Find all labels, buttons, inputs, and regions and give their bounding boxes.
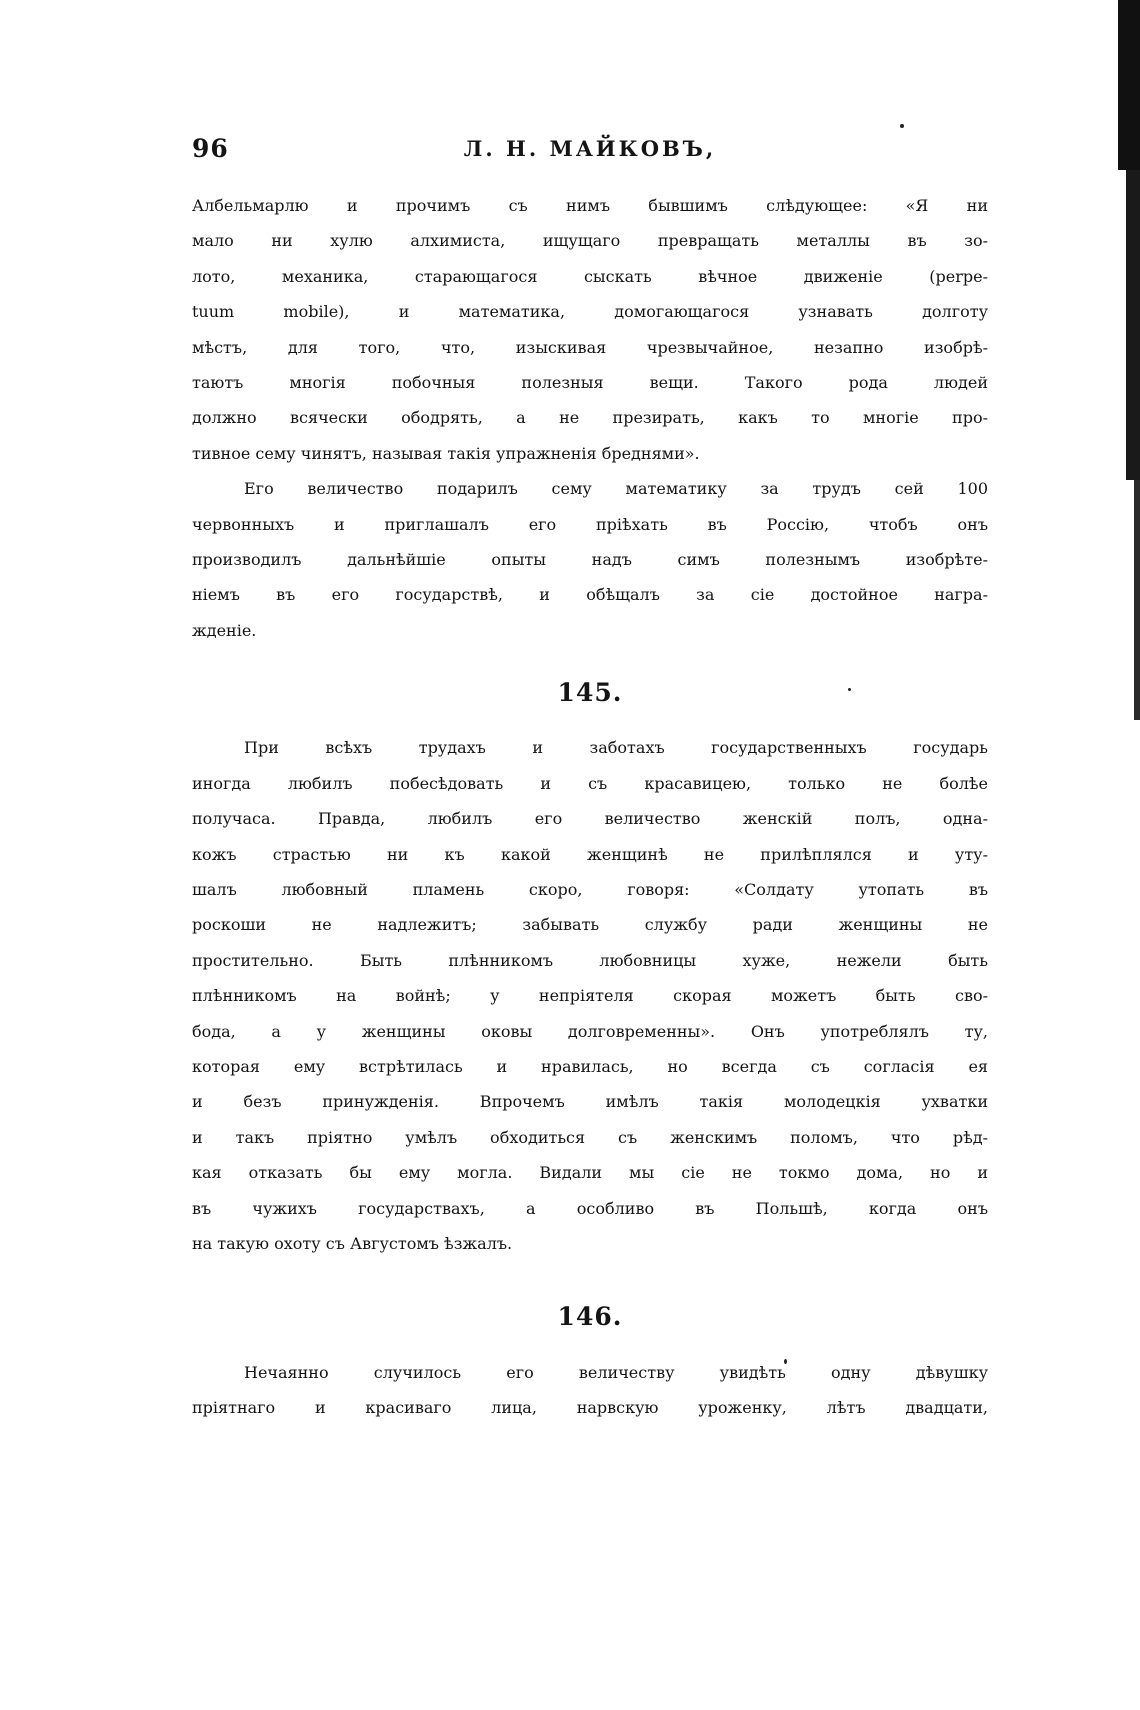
text-line: бода, а у женщины оковы долговременны». Онъ употреблялъ ту, (192, 1021, 988, 1041)
text-line: Нечаянно случилось его величеству увидѣть одну дѣвушку (244, 1362, 988, 1382)
text-line: кая отказать бы ему могла. Видали мы сіе не токмо дома, но и (192, 1163, 988, 1183)
text-line: кожъ страстью ни къ какой женщинѣ не прилѣплялся и уту- (192, 844, 988, 864)
text-line: получаса. Правда, любилъ его величество женскій полъ, одна- (192, 809, 988, 829)
text-line: и такъ пріятно умѣлъ обходиться съ женскимъ поломъ, что рѣд- (192, 1127, 988, 1147)
text-line: червонныхъ и приглашалъ его пріѣхать въ Россію, чтобъ онъ (192, 514, 988, 534)
text-line: tuum mobile), и математика, домогающагося узнавать долготу (192, 302, 988, 322)
page-header (192, 134, 988, 174)
text-line: лото, механика, старающагося сыскать вѣчное движеніе (perpe- (192, 266, 988, 286)
text-line: жденіе. (192, 620, 257, 640)
text-line: При всѣхъ трудахъ и заботахъ государственныхъ государь (244, 738, 988, 758)
text-line: мало ни хулю алхимиста, ищущаго превращать металлы въ зо- (192, 231, 988, 251)
text-line: плѣнникомъ на войнѣ; у непріятеля скорая можетъ быть сво- (192, 986, 988, 1006)
text-line: должно всячески ободрять, а не презирать, какъ то многіе про- (192, 408, 988, 428)
text-line: мѣстъ, для того, что, изыскивая чрезвычайное, незапно изобрѣ- (192, 337, 988, 357)
text-line: таютъ многія побочныя полезныя вещи. Такого рода людей (192, 372, 988, 392)
page-body (192, 196, 988, 1434)
text-line: тивное сему чинятъ, называя такія упражненія бреднями». (192, 443, 700, 463)
text-line: иногда любилъ побесѣдовать и съ красавицею, только не болѣе (192, 773, 988, 793)
text-line: Албельмарлю и прочимъ съ нимъ бывшимъ слѣдующее: «Я ни (192, 196, 988, 215)
text-line: ніемъ въ его государствѣ, и обѣщалъ за сіе достойное награ- (192, 585, 988, 605)
text-line: производилъ дальнѣйшіе опыты надъ симъ полезнымъ изобрѣте- (192, 549, 988, 569)
text-line: шалъ любовный пламень скоро, говоря: «Солдату утопать въ (192, 880, 988, 900)
paragraph (192, 479, 988, 656)
section-number: 146. (557, 1302, 623, 1332)
text-line: и безъ принужденія. Впрочемъ имѣлъ такія молодецкія ухватки (192, 1092, 988, 1112)
running-head: Л. Н. МАЙКОВЪ, (463, 136, 717, 161)
scan-speck (900, 124, 904, 128)
paragraph (192, 196, 988, 479)
page-number: 96 (192, 134, 229, 163)
text-line: роскоши не надлежитъ; забывать службу ради женщины не (192, 915, 988, 935)
scan-edge-shadow (1118, 0, 1140, 170)
text-line: въ чужихъ государствахъ, а особливо въ Польшѣ, когда онъ (192, 1198, 988, 1218)
text-line: которая ему встрѣтилась и нравилась, но всегда съ согласія ея (192, 1056, 988, 1076)
paragraph (192, 738, 988, 1269)
paragraph (192, 1363, 988, 1434)
text-line: простительно. Быть плѣнникомъ любовницы хуже, нежели быть (192, 950, 988, 970)
text-line: пріятнаго и красиваго лица, нарвскую уроженку, лѣтъ двадцати, (192, 1398, 988, 1418)
scan-edge-shadow-lower (1126, 170, 1140, 480)
text-line: на такую охоту съ Августомъ ѣзжалъ. (192, 1233, 513, 1253)
text-line: Его величество подарилъ сему математику за трудъ сей 100 (244, 479, 988, 499)
scan-edge-shadow-faint (1134, 480, 1140, 720)
section-number: 145. (557, 678, 623, 708)
